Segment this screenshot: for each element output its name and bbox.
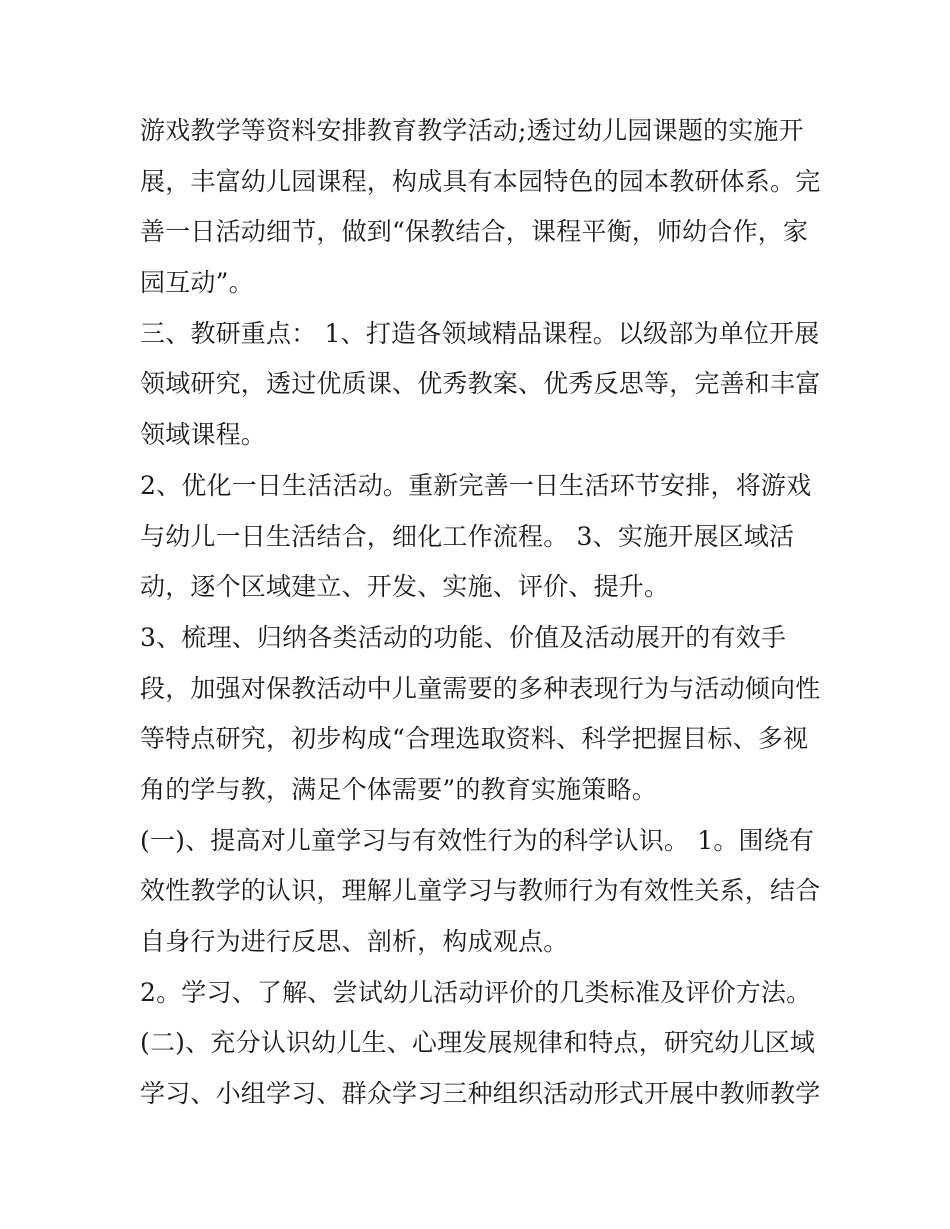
text-line: 动，逐个区域建立、开发、实施、评价、提升。 (140, 572, 670, 602)
text-line: (一)、提高对儿童学习与有效性行为的科学认识。 1。围绕有 (140, 825, 815, 855)
text-line: 展，丰富幼儿园课程，构成具有本园特色的园本教研体系。完 (140, 166, 821, 196)
text-line: 与幼儿一日生活结合，细化工作流程。 3、实施开展区域活 (140, 521, 795, 551)
text-line: 角的学与教，满足个体需要”的教育实施策略。 (140, 774, 657, 804)
text-line: (二)、充分认识幼儿生、心理发展规律和特点，研究幼儿区域 (140, 1028, 816, 1058)
text-line: 等特点研究，初步构成“合理选取资料、科学把握目标、多视 (140, 724, 809, 754)
text-line: 2、优化一日生活活动。重新完善一日生活环节安排，将游戏 (140, 470, 812, 500)
text-line: 善一日活动细节，做到“保教结合，课程平衡，师幼合作，家 (140, 217, 809, 247)
text-line: 自身行为进行反思、剖析，构成观点。 (140, 927, 569, 956)
text-line: 3、梳理、归纳各类活动的功能、价值及活动展开的有效手 (140, 622, 787, 652)
text-line: 段，加强对保教活动中儿童需要的多种表现行为与活动倾向性 (140, 673, 821, 703)
text-line: 领域课程。 (140, 420, 267, 450)
text-line: 游戏教学等资料安排教育教学活动;透过幼儿园课题的实施开 (140, 116, 804, 145)
text-line: 效性教学的认识，理解儿童学习与教师行为有效性关系，结合 (140, 876, 821, 906)
text-line: 2。学习、了解、尝试幼儿活动评价的几类标准及评价方法。 (140, 977, 812, 1007)
text-line: 三、教研重点： 1、打造各领域精品课程。以级部为单位开展 (140, 318, 820, 348)
text-line: 领域研究，透过优质课、优秀教案、优秀反思等，完善和丰富 (140, 369, 821, 399)
text-line: 学习、小组学习、群众学习三种组织活动形式开展中教师教学 (140, 1079, 821, 1109)
text-line: 园互动”。 (140, 268, 254, 298)
document-body (140, 106, 821, 1120)
